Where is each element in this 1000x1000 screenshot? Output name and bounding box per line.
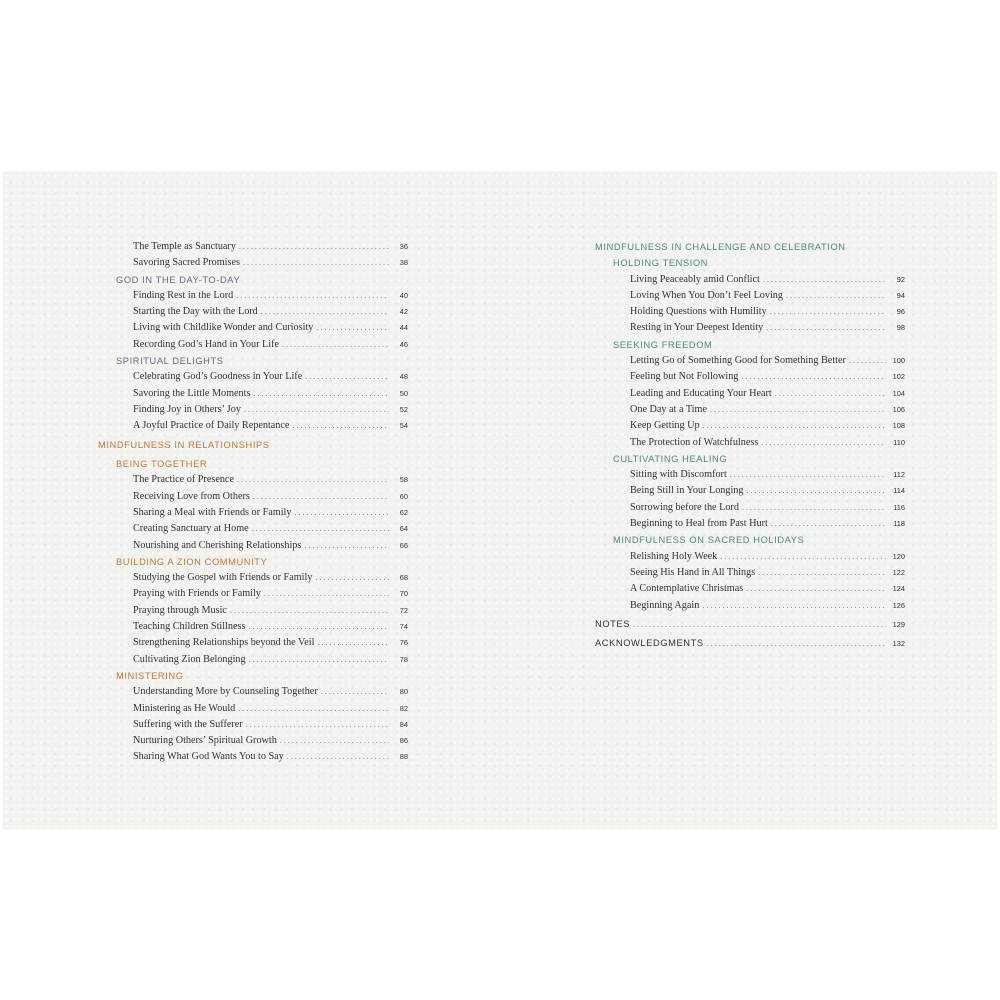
entry-title: NOTES	[595, 619, 631, 630]
dot-leader	[253, 386, 389, 402]
page-number: 58	[399, 475, 408, 485]
page-number: 46	[399, 339, 408, 349]
dot-leader	[702, 598, 886, 614]
dot-leader	[766, 320, 886, 336]
page-number: 52	[399, 404, 408, 414]
toc-entry[interactable]	[96, 304, 408, 320]
entry-title: Sharing a Meal with Friends or Family	[133, 506, 292, 518]
page-number: 82	[399, 703, 408, 713]
page-number: 42	[399, 307, 408, 317]
toc-entry-acknowledgments[interactable]	[593, 635, 905, 651]
page-number: 48	[399, 372, 408, 382]
subsection-heading[interactable]: MINISTERING	[116, 670, 184, 681]
entry-title: Suffering with the Sufferer	[133, 718, 243, 730]
dot-leader	[321, 684, 389, 700]
page-number: 106	[892, 404, 905, 414]
page-number: 66	[399, 540, 408, 550]
toc-entry[interactable]	[96, 717, 408, 733]
page-number: 74	[399, 622, 408, 632]
dot-leader	[238, 701, 389, 717]
dot-leader	[294, 505, 389, 521]
entry-title: A Contemplative Christmas	[630, 583, 744, 595]
toc-entry[interactable]	[593, 516, 905, 532]
entry-title: Seeing His Hand in All Things	[630, 566, 756, 578]
subsection-heading[interactable]: MINDFULNESS ON SACRED HOLIDAYS	[613, 535, 805, 546]
toc-entry[interactable]	[593, 565, 905, 581]
entry-title: Cultivating Zion Belonging	[133, 653, 246, 665]
entry-title: The Temple as Sanctuary	[133, 241, 236, 252]
page-number: 54	[399, 421, 408, 431]
entry-title: Finding Rest in the Lord	[133, 289, 234, 301]
entry-title: Savoring Sacred Promises	[133, 257, 240, 269]
toc-entry[interactable]	[593, 353, 905, 369]
subsection-heading[interactable]: CULTIVATING HEALING	[613, 453, 728, 464]
toc-entry[interactable]	[593, 483, 905, 499]
entry-title: Sorrowing before the Lord	[630, 501, 739, 513]
page-number: 100	[892, 356, 905, 366]
entry-title: Understanding More by Counseling Together	[133, 686, 318, 698]
entry-title: Celebrating God’s Goodness in Your Life	[133, 371, 303, 383]
dot-leader	[703, 418, 886, 434]
toc-entry[interactable]	[96, 337, 408, 353]
entry-title: Praying with Friends or Family	[133, 588, 261, 600]
toc-entry[interactable]	[96, 586, 408, 602]
page-number: 50	[399, 388, 408, 398]
entry-title: Strengthening Relationships beyond the Veil	[133, 637, 315, 649]
dot-leader	[746, 581, 886, 597]
dot-leader	[243, 255, 389, 271]
subsection-heading[interactable]: SPIRITUAL DELIGHTS	[116, 356, 224, 367]
page-number: 116	[893, 502, 905, 512]
page-number: 104	[892, 388, 905, 398]
dot-leader	[720, 549, 886, 565]
entry-title: The Practice of Presence	[133, 474, 234, 486]
dot-leader	[244, 402, 389, 418]
page-number: 122	[892, 567, 905, 577]
page-number: 94	[896, 290, 905, 300]
dot-leader	[707, 636, 886, 652]
dot-leader	[239, 239, 389, 255]
toc-entry[interactable]	[593, 418, 905, 434]
subsection-heading[interactable]: HOLDING TENSION	[613, 258, 709, 269]
entry-title: Ministering as He Would	[133, 702, 236, 714]
page-number: 96	[896, 307, 905, 317]
toc-entry[interactable]	[96, 733, 408, 749]
toc-entry[interactable]	[96, 505, 408, 521]
toc-entry[interactable]	[96, 320, 408, 336]
entry-title: Feeling but Not Following	[630, 371, 739, 383]
page-number: 118	[893, 519, 905, 529]
entry-title: Nurturing Others’ Spiritual Growth	[133, 735, 277, 747]
page-number: 110	[893, 437, 905, 447]
page-number: 124	[892, 584, 905, 594]
dot-leader	[252, 521, 389, 537]
toc-entry[interactable]	[96, 239, 408, 255]
dot-leader	[236, 288, 389, 304]
dot-leader	[730, 467, 886, 483]
entry-title: Receiving Love from Others	[133, 490, 250, 502]
page-number: 98	[896, 323, 905, 333]
toc-entry[interactable]	[593, 320, 905, 336]
toc-entry[interactable]	[593, 272, 905, 288]
entry-title: Leading and Educating Your Heart	[630, 387, 772, 399]
entry-title: Creating Sanctuary at Home	[133, 523, 249, 535]
toc-entry[interactable]	[96, 570, 408, 586]
dot-leader	[770, 304, 886, 320]
entry-title: Relishing Holy Week	[630, 550, 718, 562]
page-number: 88	[399, 752, 408, 762]
dot-leader	[316, 320, 389, 336]
page-number: 72	[399, 605, 408, 615]
toc-right-page	[593, 239, 905, 652]
page-number: 120	[892, 551, 905, 561]
toc-entry[interactable]	[96, 386, 408, 402]
page-number: 38	[399, 258, 408, 268]
dot-leader	[775, 386, 886, 402]
toc-entry[interactable]	[593, 304, 905, 320]
dot-leader	[230, 603, 389, 619]
toc-entry[interactable]	[593, 288, 905, 304]
dot-leader	[248, 619, 389, 635]
entry-title: A Joyful Practice of Daily Repentance	[133, 420, 290, 432]
entry-title: Holding Questions with Humility	[630, 306, 767, 318]
page-number: 84	[399, 719, 408, 729]
toc-entry[interactable]	[593, 500, 905, 516]
page-number: 76	[399, 638, 408, 648]
toc-entry[interactable]	[593, 467, 905, 483]
dot-leader	[282, 337, 389, 353]
page-number: 112	[893, 470, 905, 480]
toc-entry[interactable]	[96, 489, 408, 505]
toc-entry[interactable]	[96, 701, 408, 717]
subsection-heading[interactable]: GOD IN THE DAY-TO-DAY	[116, 274, 241, 285]
toc-entry[interactable]	[593, 369, 905, 385]
dot-leader	[304, 538, 389, 554]
page-number: 129	[892, 620, 905, 630]
page-number: 40	[399, 290, 408, 300]
entry-title: Teaching Children Stillness	[133, 621, 246, 633]
entry-title: Loving When You Don’t Feel Loving	[630, 289, 783, 301]
dot-leader	[292, 418, 389, 434]
dot-leader	[261, 304, 389, 320]
dot-leader	[761, 435, 886, 451]
toc-left-page	[96, 239, 408, 766]
entry-title: Starting the Day with the Lord	[133, 306, 258, 318]
toc-entry[interactable]	[96, 635, 408, 651]
entry-title: Being Still in Your Longing	[630, 485, 744, 497]
entry-title: One Day at a Time	[630, 403, 707, 415]
toc-entry[interactable]	[96, 521, 408, 537]
dot-leader	[758, 565, 886, 581]
toc-entry[interactable]	[96, 684, 408, 700]
toc-entry[interactable]	[593, 581, 905, 597]
page-number: 102	[892, 372, 905, 382]
entry-title: Beginning Again	[630, 599, 700, 611]
dot-leader	[253, 489, 389, 505]
subsection-heading[interactable]: BEING TOGETHER	[116, 459, 208, 470]
toc-entry[interactable]	[96, 418, 408, 434]
dot-leader	[264, 586, 389, 602]
entry-title: Praying through Music	[133, 604, 227, 616]
toc-entry[interactable]	[96, 369, 408, 385]
toc-entry[interactable]	[593, 435, 905, 451]
entry-title: Sitting with Discomfort	[630, 469, 727, 481]
dot-leader	[246, 717, 389, 733]
page-number: 70	[399, 589, 408, 599]
dot-leader	[237, 472, 389, 488]
toc-group-intro	[96, 239, 408, 272]
entry-title: Letting Go of Something Good for Something Better	[630, 355, 846, 367]
dot-leader	[747, 483, 887, 499]
page-number: 68	[399, 573, 408, 583]
toc-entry[interactable]	[96, 652, 408, 668]
dot-leader	[633, 617, 886, 633]
dot-leader	[763, 272, 886, 288]
page-number: 92	[896, 274, 905, 284]
entry-title: Savoring the Little Moments	[133, 387, 251, 399]
toc-entry[interactable]	[96, 402, 408, 418]
entry-title: Nourishing and Cherishing Relationships	[133, 539, 302, 551]
section-heading[interactable]: MINDFULNESS IN CHALLENGE AND CELEBRATION	[595, 242, 846, 252]
toc-entry[interactable]	[96, 619, 408, 635]
toc-entry[interactable]	[96, 288, 408, 304]
entry-title: ACKNOWLEDGMENTS	[595, 638, 704, 649]
dot-leader	[771, 516, 886, 532]
dot-leader	[280, 733, 389, 749]
page-number: 86	[399, 736, 408, 746]
entry-title: Finding Joy in Others’ Joy	[133, 403, 241, 415]
toc-entry[interactable]	[96, 538, 408, 554]
page-number: 44	[399, 323, 408, 333]
dot-leader	[786, 288, 886, 304]
page-number: 64	[399, 524, 408, 534]
toc-entry-notes[interactable]	[593, 616, 905, 632]
entry-title: Living with Childlike Wonder and Curiosity	[133, 322, 314, 334]
toc-entry[interactable]	[593, 386, 905, 402]
toc-entry[interactable]	[593, 549, 905, 565]
toc-entry[interactable]	[96, 255, 408, 271]
entry-title: Beginning to Heal from Past Hurt	[630, 518, 768, 530]
page-number: 36	[399, 242, 408, 251]
entry-title: Recording God’s Hand in Your Life	[133, 338, 280, 350]
page-number: 108	[892, 421, 905, 431]
entry-title: Studying the Gospel with Friends or Family	[133, 572, 313, 584]
entry-title: Living Peaceably amid Conflict	[630, 273, 760, 285]
page-number: 78	[399, 654, 408, 664]
toc-entry[interactable]	[593, 402, 905, 418]
toc-entry[interactable]	[96, 603, 408, 619]
subsection-heading[interactable]: SEEKING FREEDOM	[613, 339, 713, 350]
entry-title: Keep Getting Up	[630, 420, 700, 432]
page-number: 80	[399, 687, 408, 697]
toc-entry[interactable]	[96, 472, 408, 488]
dot-leader	[742, 500, 886, 516]
entry-title: The Protection of Watchfulness	[630, 436, 759, 448]
dot-leader	[710, 402, 886, 418]
toc-entry[interactable]	[593, 598, 905, 614]
toc-entry[interactable]	[96, 749, 408, 765]
page-number: 60	[399, 491, 408, 501]
dot-leader	[315, 570, 389, 586]
dot-leader	[849, 353, 886, 369]
dot-leader	[317, 635, 389, 651]
dot-leader	[741, 369, 886, 385]
page-number: 132	[892, 639, 905, 649]
dot-leader	[305, 369, 389, 385]
dot-leader	[249, 652, 389, 668]
entry-title: Sharing What God Wants You to Say	[133, 751, 284, 763]
section-heading[interactable]: MINDFULNESS IN RELATIONSHIPS	[98, 440, 270, 451]
dot-leader	[287, 749, 389, 765]
subsection-heading[interactable]: BUILDING A ZION COMMUNITY	[116, 556, 268, 567]
page-number: 126	[892, 600, 905, 610]
page-number: 62	[399, 507, 408, 517]
page-number: 114	[893, 486, 905, 496]
entry-title: Resting in Your Deepest Identity	[630, 322, 764, 334]
